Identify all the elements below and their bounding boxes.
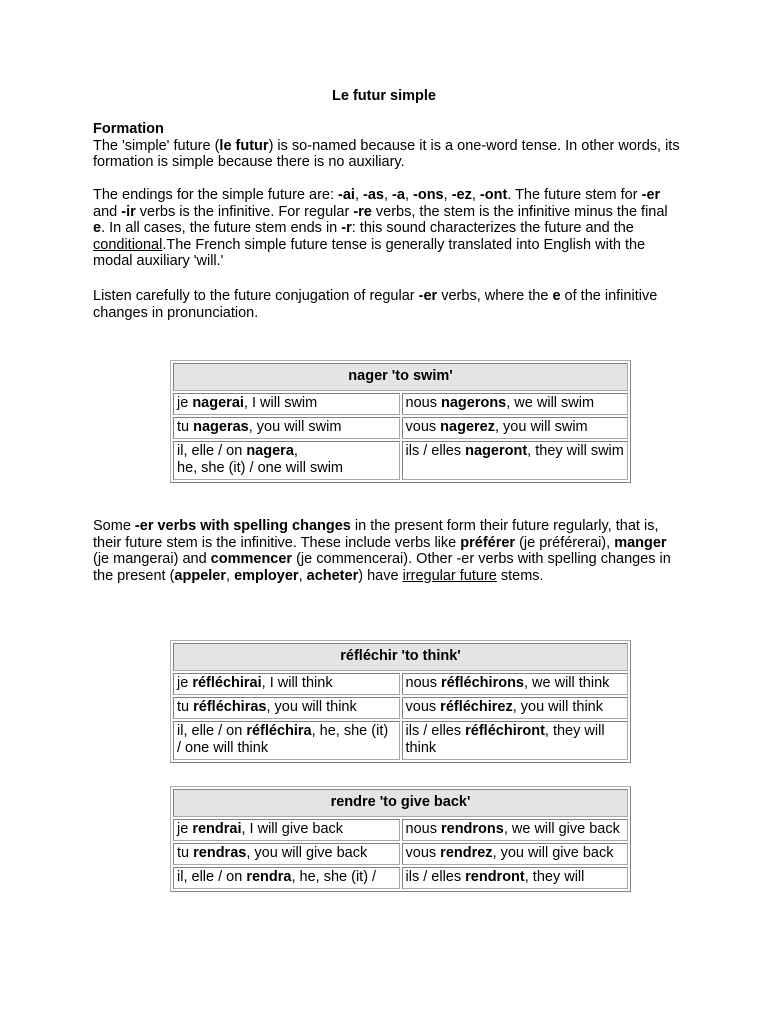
table-header: nager 'to swim' — [173, 363, 628, 391]
endings-text: verbs is the infinitive. For regular — [135, 203, 354, 220]
pronoun: il, elle / on — [177, 869, 247, 885]
verb-form: nagerez — [440, 419, 495, 435]
letter-e: e — [93, 220, 102, 237]
table-cell — [402, 819, 629, 841]
pronoun: vous — [405, 419, 441, 435]
verb-form: réfléchira — [246, 723, 312, 739]
translation: , he, she (it) / one will think — [177, 723, 389, 756]
rendre-table-clip — [160, 780, 640, 920]
endings-paragraph — [93, 187, 683, 270]
table-row — [173, 697, 628, 719]
spelling-text: ) have — [358, 567, 403, 584]
translation: , they will think — [405, 723, 605, 756]
translation: , I will swim — [243, 395, 318, 411]
endings-text: verbs, the stem is the infinitive minus the final — [371, 203, 668, 220]
verb-preferer: préférer — [460, 534, 516, 551]
spelling-text: , — [298, 567, 307, 584]
verb-form: réfléchiront — [465, 723, 545, 739]
pronoun: nous — [405, 395, 441, 411]
verb-form: rendra — [246, 869, 292, 885]
table-cell — [402, 843, 629, 865]
endings-text: The endings for the simple future are: — [93, 187, 339, 203]
translation: , you will give back — [246, 845, 368, 861]
spelling-text: (je préférerai), — [515, 534, 615, 551]
verb-form: nagerons — [440, 395, 507, 411]
spelling-text: , — [226, 567, 235, 584]
spelling-text: stems. — [496, 567, 544, 584]
endings-text: .The French simple future tense is generally translated into English with the modal auxiliary 'will.' — [93, 236, 646, 270]
translation: , you will give back — [492, 845, 614, 861]
spelling-text: Some — [93, 518, 135, 534]
verb-form: réfléchirons — [440, 675, 524, 691]
table-cell — [173, 417, 400, 439]
verb-employer: employer — [234, 567, 299, 584]
translation: , — [293, 443, 298, 459]
formation-text: ) is so-named because it is a one-word tense. In other words, its formation is simple because there is no auxiliary. — [93, 137, 680, 171]
table-cell — [173, 697, 400, 719]
verb-form: nageras — [193, 419, 249, 435]
verb-form: rendrai — [192, 821, 242, 837]
spelling-text: (je commencerai). Other -er verbs with spelling changes in the present ( — [93, 551, 671, 584]
table-row — [173, 393, 628, 415]
translation: , you will think — [512, 699, 603, 715]
separator: , — [404, 187, 414, 203]
endings-text: : this sound characterizes the future and the — [351, 220, 634, 237]
er-verbs: -er — [641, 187, 661, 203]
pronoun: ils / elles — [405, 443, 466, 459]
table-header: réfléchir 'to think' — [173, 643, 628, 671]
rendre-conjugation-table — [170, 786, 631, 892]
table-header: rendre 'to give back' — [173, 789, 628, 817]
table-row — [173, 417, 628, 439]
verb-form: nageront — [465, 443, 528, 459]
separator: , — [443, 187, 452, 203]
table-row — [173, 819, 628, 841]
verb-form: rendront — [465, 869, 525, 885]
table-row — [173, 843, 628, 865]
verb-acheter: acheter — [306, 567, 359, 584]
verb-form: réfléchiras — [193, 699, 267, 715]
ending-ont: -ont — [479, 187, 508, 203]
listen-text: Listen carefully to the future conjugation of regular — [93, 288, 419, 304]
pronoun: nous — [405, 821, 441, 837]
verb-manger: manger — [614, 534, 667, 551]
table-cell — [173, 867, 400, 889]
endings-text: . The future stem for — [507, 187, 642, 203]
spelling-term: -er verbs with spelling changes — [134, 518, 351, 534]
translation: , we will give back — [503, 821, 620, 837]
verb-form: réfléchirez — [440, 699, 513, 715]
table-row — [173, 721, 628, 760]
translation: , I will give back — [241, 821, 344, 837]
conditional-link[interactable]: conditional — [93, 236, 163, 253]
pronoun: tu — [177, 845, 194, 861]
translation: he, she (it) / one will swim — [177, 460, 343, 476]
table-cell — [173, 843, 400, 865]
table-cell — [173, 393, 400, 415]
pronoun: nous — [405, 675, 441, 691]
pronoun: je — [177, 675, 193, 691]
translation: , we will swim — [506, 395, 595, 411]
formation-section — [93, 121, 683, 171]
formation-text: The 'simple' future ( — [93, 137, 220, 154]
pronoun: il, elle / on — [177, 723, 247, 739]
reflechir-conjugation-table — [170, 640, 631, 763]
verb-form: rendrez — [440, 845, 493, 861]
pronoun: il, elle / on — [177, 443, 247, 459]
pronoun: je — [177, 821, 193, 837]
spelling-text: (je mangerai) and — [93, 551, 211, 568]
letter-r: -r — [341, 220, 352, 237]
pronoun: tu — [177, 419, 194, 435]
pronoun: je — [177, 395, 193, 411]
table-cell — [402, 867, 629, 889]
table-cell — [173, 721, 400, 760]
separator: , — [471, 187, 480, 203]
pronoun: ils / elles — [405, 723, 466, 739]
ending-ez: -ez — [451, 187, 472, 203]
formation-heading: Formation — [93, 121, 164, 137]
endings-text: . In all cases, the future stem ends in — [101, 220, 342, 237]
translation: , they will swim — [527, 443, 624, 459]
ending-ai: -ai — [338, 187, 355, 203]
nager-conjugation-table — [170, 360, 631, 483]
table-cell — [402, 393, 629, 415]
listen-text: verbs, where the — [437, 288, 553, 304]
table-cell — [402, 697, 629, 719]
separator: , — [354, 187, 364, 203]
table-cell — [173, 673, 400, 695]
verb-form: rendras — [193, 845, 247, 861]
ending-a: -a — [392, 187, 405, 203]
irregular-future-link[interactable]: irregular future — [402, 567, 497, 584]
pronoun: ils / elles — [405, 869, 466, 885]
translation: , you will think — [266, 699, 357, 715]
table-row — [173, 441, 628, 480]
table-cell — [402, 441, 629, 480]
table-cell — [402, 721, 629, 760]
pronoun: tu — [177, 699, 194, 715]
pronoun: vous — [405, 845, 441, 861]
translation: , we will think — [523, 675, 610, 691]
ending-ons: -ons — [413, 187, 444, 203]
table-cell — [402, 673, 629, 695]
er-verbs: -er — [418, 288, 438, 304]
ending-as: -as — [363, 187, 384, 203]
translation: , I will think — [261, 675, 333, 691]
table-cell — [173, 441, 400, 480]
endings-text: and — [93, 203, 122, 220]
translation: , they will — [524, 869, 585, 885]
verb-appeler: appeler — [174, 567, 227, 584]
listen-paragraph — [93, 288, 683, 321]
verb-commencer: commencer — [210, 551, 293, 568]
translation: , you will swim — [494, 419, 588, 435]
translation: , he, she (it) / — [291, 869, 377, 885]
verb-form: réfléchirai — [192, 675, 262, 691]
re-verbs: -re — [353, 203, 372, 220]
separator: , — [383, 187, 393, 203]
table-cell — [173, 819, 400, 841]
formation-term: le futur — [219, 137, 269, 154]
verb-form: rendrons — [440, 821, 504, 837]
spelling-text: in the present form their future regularly, that is, their future stem is the infinitive. These include verbs like — [93, 518, 659, 551]
pronoun: vous — [405, 699, 441, 715]
table-row — [173, 867, 628, 889]
letter-e: e — [552, 288, 561, 304]
listen-text: of the infinitive changes in pronunciation. — [93, 288, 658, 321]
translation: , you will swim — [248, 419, 342, 435]
spelling-paragraph — [93, 518, 683, 584]
verb-form: nagera — [246, 443, 294, 459]
ir-verbs: -ir — [121, 203, 136, 220]
verb-form: nagerai — [192, 395, 244, 411]
page-title: Le futur simple — [332, 88, 436, 104]
table-cell — [402, 417, 629, 439]
table-row — [173, 673, 628, 695]
